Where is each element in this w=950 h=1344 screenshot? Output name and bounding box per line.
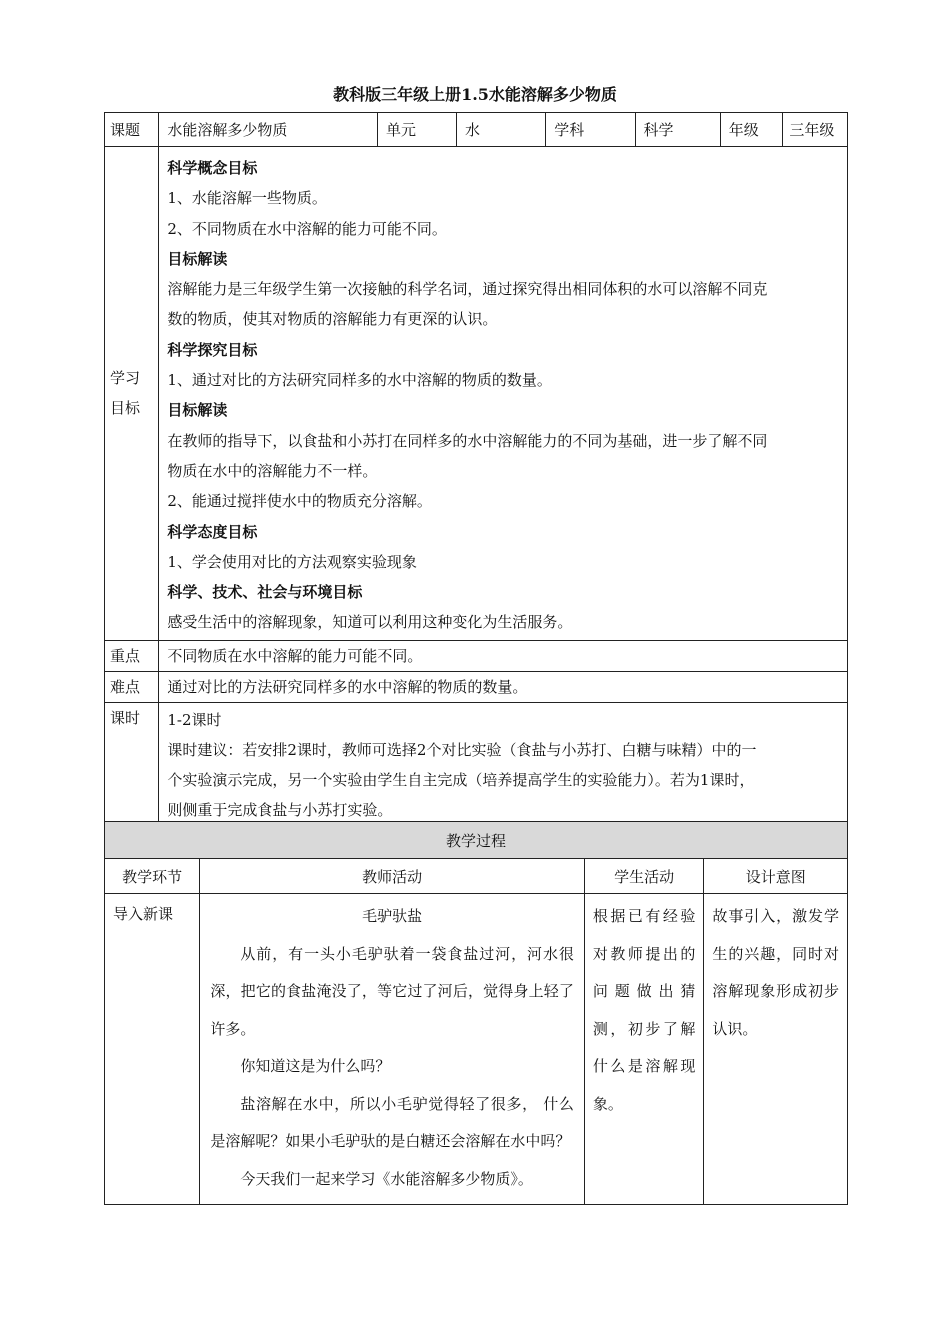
- class-hours-content: [159, 702, 848, 827]
- info-row: [105, 113, 848, 147]
- goal-heading: 科学概念目标: [167, 159, 258, 177]
- goal-line: 感受生活中的溶解现象，知道可以利用这种变化为生活服务。: [167, 613, 573, 632]
- lesson-info-table: [104, 112, 848, 828]
- difficulty-text: 通过对比的方法研究同样多的水中溶解的物质的数量。: [159, 671, 848, 702]
- goals-label-line-2: 目标: [110, 399, 141, 418]
- design-intent-cell: [704, 894, 848, 1205]
- story-paragraph: 从前，有一头小毛驴驮着一袋食盐过河，河水很深，把它的食盐淹没了，等它过了河后，觉得身上轻了许多。: [210, 944, 574, 1038]
- teacher-activity-cell: [200, 894, 585, 1205]
- difficulty-row: [105, 671, 848, 702]
- goal-line: 2、能通过搅拌使水中的物质充分溶解。: [167, 492, 432, 511]
- goal-line: 1、通过对比的方法研究同样多的水中溶解的物质的数量。: [167, 371, 552, 390]
- student-activity-cell: [584, 894, 703, 1205]
- goal-line: 溶解能力是三年级学生第一次接触的科学名词，通过探究得出相同体积的水可以溶解不同克: [167, 280, 768, 299]
- story-title: 毛驴驮盐: [362, 907, 423, 925]
- goal-heading: 目标解读: [167, 401, 228, 420]
- header-student-activity: 学生活动: [584, 859, 703, 894]
- grade-label: 年级: [720, 113, 783, 147]
- goals-label: [105, 147, 159, 641]
- story-paragraph: 你知道这是为什么吗？: [240, 1057, 391, 1075]
- student-activity-text: 根据已有经验对教师提出的问题做出猜测，初步了解什么是溶解现象。: [592, 907, 696, 1113]
- goal-heading: 科学探究目标: [167, 340, 258, 359]
- key-point-label: 重点: [105, 640, 159, 671]
- story-paragraph: 盐溶解在水中，所以小毛驴觉得轻了很多， 什么是溶解呢？如果小毛驴驮的是白糖还会溶解在水中吗？: [210, 1094, 574, 1150]
- design-intent-text: 故事引入，激发学生的兴趣，同时对溶解现象形成初步认识。: [712, 907, 839, 1038]
- subject-value: 科学: [635, 113, 720, 147]
- class-hours-line: 课时建议：若安排2课时，教师可选择2个对比实验（食盐与小苏打、白糖与味精）中的一: [167, 740, 757, 759]
- topic-value: 水能溶解多少物质: [159, 113, 378, 147]
- header-teacher-activity: 教师活动: [200, 859, 585, 894]
- subject-label: 学科: [546, 113, 635, 147]
- topic-label: 课题: [105, 113, 159, 147]
- class-hours-line: 则侧重于完成食盐与小苏打实验。: [167, 800, 393, 819]
- teaching-process-table: [104, 821, 848, 1205]
- unit-value: 水: [456, 113, 545, 147]
- grade-value: 三年级: [783, 113, 848, 147]
- process-title: 教学过程: [105, 822, 848, 859]
- header-design-intent: 设计意图: [704, 859, 848, 894]
- goal-line: 2、不同物质在水中溶解的能力可能不同。: [167, 219, 447, 238]
- stage-cell: 导入新课: [105, 894, 200, 1205]
- class-hours-line: 1-2课时: [167, 710, 222, 729]
- story-paragraph: 今天我们一起来学习《水能溶解多少物质》。: [240, 1169, 533, 1188]
- goal-line: 1、水能溶解一些物质。: [167, 189, 327, 208]
- header-stage: 教学环节: [105, 859, 200, 894]
- goals-content: [159, 147, 848, 641]
- goal-line: 在教师的指导下，以食盐和小苏打在同样多的水中溶解能力的不同为基础，进一步了解不同: [167, 431, 768, 450]
- process-title-row: [105, 822, 848, 859]
- goals-row: [105, 147, 848, 641]
- process-row: [105, 894, 848, 1205]
- class-hours-row: [105, 702, 848, 827]
- process-header-row: [105, 859, 848, 894]
- goals-label-line-1: 学习: [110, 369, 141, 388]
- goal-heading: 目标解读: [167, 249, 228, 268]
- unit-label: 单元: [377, 113, 456, 147]
- key-point-row: [105, 640, 848, 671]
- difficulty-label: 难点: [105, 671, 159, 702]
- class-hours-line: 个实验演示完成，另一个实验由学生自主完成（培养提高学生的实验能力）。若为1课时，: [167, 770, 755, 789]
- goal-heading: 科学态度目标: [167, 522, 258, 541]
- goal-line: 物质在水中的溶解能力不一样。: [167, 461, 378, 480]
- document-title: 教科版三年级上册1.5水能溶解多少物质: [333, 85, 617, 104]
- goal-line: 1、学会使用对比的方法观察实验现象: [167, 552, 417, 571]
- key-point-text: 不同物质在水中溶解的能力可能不同。: [159, 640, 848, 671]
- class-hours-label: 课时: [105, 702, 159, 827]
- goal-line: 数的物质，使其对物质的溶解能力有更深的认识。: [167, 310, 498, 329]
- goal-heading: 科学、技术、社会与环境目标: [167, 583, 363, 602]
